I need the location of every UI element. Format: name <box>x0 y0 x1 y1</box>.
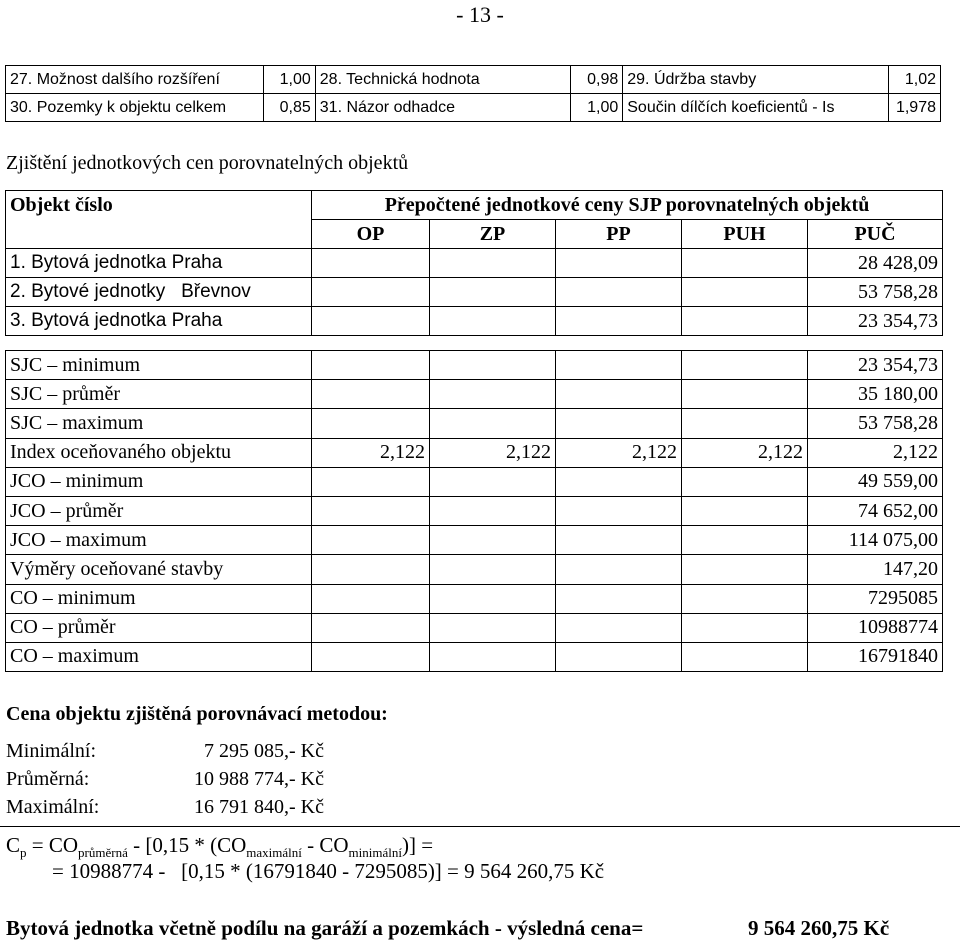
stat-value <box>682 526 808 555</box>
stat-value <box>430 351 556 380</box>
coef-value: 1,00 <box>263 66 315 94</box>
stat-value: 7295085 <box>808 584 943 613</box>
table-row <box>6 467 943 496</box>
formula-c-sub: p <box>20 845 27 861</box>
coef-label: 30. Pozemky k objektu celkem <box>6 94 264 122</box>
column-header-puh: PUH <box>682 220 808 249</box>
coefficients-table <box>5 65 941 122</box>
stat-value: 2,122 <box>556 438 682 467</box>
formula-eq1: = CO <box>26 833 79 857</box>
stat-value <box>682 613 808 642</box>
stat-label: SJC – průměr <box>6 380 312 409</box>
stat-value <box>682 584 808 613</box>
column-header-pp: PP <box>556 220 682 249</box>
formula-part2: - [0,15 * (CO <box>127 833 247 857</box>
stat-value: 16791840 <box>808 642 943 671</box>
stat-value <box>556 613 682 642</box>
stats-body <box>6 351 943 672</box>
coef-label: 28. Technická hodnota <box>315 66 571 94</box>
final-result <box>6 916 890 941</box>
stat-label: JCO – průměr <box>6 496 312 525</box>
formula-section <box>0 826 960 887</box>
table-row <box>6 642 943 671</box>
stat-value <box>556 467 682 496</box>
price-title: Cena objektu zjištěná porovnávací metodou: <box>6 703 388 725</box>
price-op <box>312 278 430 307</box>
comparison-title: Zjištění jednotkových cen porovnatelných objektů <box>6 152 409 174</box>
table-row <box>6 66 941 94</box>
stat-value <box>682 555 808 584</box>
price-op <box>312 307 430 336</box>
price-op <box>312 249 430 278</box>
table-row <box>6 438 943 467</box>
header-empty <box>6 220 312 249</box>
page-number: - 13 - <box>456 2 504 27</box>
price-zp <box>430 307 556 336</box>
stat-value: 10988774 <box>808 613 943 642</box>
stat-value <box>430 409 556 438</box>
header-object: Objekt číslo <box>6 191 312 220</box>
stat-value: 49 559,00 <box>808 467 943 496</box>
price-label: Průměrná: <box>6 768 90 790</box>
column-header-op: OP <box>312 220 430 249</box>
stat-value <box>312 584 430 613</box>
table-header-row <box>6 191 943 220</box>
object-name: 3. Bytová jednotka Praha <box>6 307 312 336</box>
price-value: 16 791 840,- Kč <box>194 796 324 818</box>
price-row-min <box>6 740 324 763</box>
coef-label: 31. Názor odhadce <box>315 94 571 122</box>
price-puh <box>682 249 808 278</box>
stat-value <box>682 351 808 380</box>
stat-value <box>430 584 556 613</box>
table-row <box>6 584 943 613</box>
price-zp <box>430 249 556 278</box>
stat-value <box>682 642 808 671</box>
stats-table <box>5 350 943 672</box>
price-puc: 28 428,09 <box>808 249 943 278</box>
price-pp <box>556 307 682 336</box>
table-row <box>6 351 943 380</box>
comparison-table <box>5 190 943 336</box>
stat-value: 74 652,00 <box>808 496 943 525</box>
stat-value <box>430 526 556 555</box>
price-label: Minimální: <box>6 740 96 762</box>
stat-value: 2,122 <box>682 438 808 467</box>
stat-value <box>556 496 682 525</box>
stat-value <box>556 526 682 555</box>
stat-value <box>556 351 682 380</box>
price-puh <box>682 307 808 336</box>
stat-value <box>312 380 430 409</box>
formula-sub-min: minimální <box>348 845 402 861</box>
price-puh <box>682 278 808 307</box>
stat-value: 2,122 <box>312 438 430 467</box>
formula-line-2: = 10988774 - [0,15 * (16791840 - 7295085)] = 9 564 260,75 Kč <box>52 859 605 883</box>
table-row <box>6 409 943 438</box>
stat-value <box>312 642 430 671</box>
stat-value: 114 075,00 <box>808 526 943 555</box>
table-row <box>6 307 943 336</box>
table-row <box>6 278 943 307</box>
table-row <box>6 496 943 525</box>
stat-value <box>312 496 430 525</box>
object-name: 1. Bytová jednotka Praha <box>6 249 312 278</box>
formula-sub-max: maximální <box>246 845 302 861</box>
price-value: 7 295 085,- Kč <box>194 740 324 762</box>
stat-value <box>312 613 430 642</box>
price-value: 10 988 774,- Kč <box>194 768 324 790</box>
price-puc: 53 758,28 <box>808 278 943 307</box>
stat-value <box>312 409 430 438</box>
coef-value: 0,98 <box>571 66 623 94</box>
stat-value <box>682 467 808 496</box>
formula-sub-avg: průměrná <box>78 845 128 861</box>
stat-value <box>682 380 808 409</box>
stat-value: 2,122 <box>430 438 556 467</box>
stat-value <box>430 613 556 642</box>
formula-part3: - CO <box>301 833 349 857</box>
price-row-avg <box>6 768 324 791</box>
column-header-zp: ZP <box>430 220 556 249</box>
stat-value <box>556 380 682 409</box>
table-row <box>6 555 943 584</box>
coef-value: 0,85 <box>263 94 315 122</box>
stat-label: Index oceňovaného objektu <box>6 438 312 467</box>
stat-value <box>312 351 430 380</box>
stat-value <box>430 467 556 496</box>
table-row <box>6 380 943 409</box>
formula-line-1 <box>6 833 433 861</box>
object-name: 2. Bytové jednotky Břevnov <box>6 278 312 307</box>
stat-value <box>556 584 682 613</box>
stat-value <box>556 642 682 671</box>
price-pp <box>556 278 682 307</box>
result-label: Bytová jednotka včetně podílu na garáží a pozemkách - výsledná cena= <box>6 916 644 940</box>
stat-value <box>682 496 808 525</box>
stat-value <box>556 555 682 584</box>
stat-value <box>430 380 556 409</box>
stat-label: CO – minimum <box>6 584 312 613</box>
stat-label: SJC – maximum <box>6 409 312 438</box>
stat-value <box>312 467 430 496</box>
coef-value: 1,02 <box>888 66 940 94</box>
result-value: 9 564 260,75 Kč <box>748 916 890 940</box>
stat-value <box>312 526 430 555</box>
stat-value: 53 758,28 <box>808 409 943 438</box>
stat-value: 2,122 <box>808 438 943 467</box>
table-row <box>6 526 943 555</box>
stat-value <box>430 642 556 671</box>
stat-value <box>430 496 556 525</box>
stat-label: JCO – minimum <box>6 467 312 496</box>
price-zp <box>430 278 556 307</box>
column-header-puc: PUČ <box>808 220 943 249</box>
formula-part4: )] = <box>401 833 434 857</box>
stat-value <box>556 409 682 438</box>
stat-label: JCO – maximum <box>6 526 312 555</box>
formula-c: C <box>6 833 21 857</box>
table-row <box>6 613 943 642</box>
price-row-max <box>6 796 324 819</box>
coef-value: 1,00 <box>571 94 623 122</box>
price-puc: 23 354,73 <box>808 307 943 336</box>
stat-label: CO – průměr <box>6 613 312 642</box>
table-header-row <box>6 220 943 249</box>
stat-label: Výměry oceňované stavby <box>6 555 312 584</box>
stat-value: 147,20 <box>808 555 943 584</box>
stat-label: SJC – minimum <box>6 351 312 380</box>
table-row <box>6 94 941 122</box>
coef-value: 1,978 <box>888 94 940 122</box>
stat-value <box>430 555 556 584</box>
stat-value: 35 180,00 <box>808 380 943 409</box>
stat-value <box>682 409 808 438</box>
header-prices: Přepočtené jednotkové ceny SJP porovnatelných objektů <box>312 191 943 220</box>
stat-value <box>312 555 430 584</box>
price-pp <box>556 249 682 278</box>
coef-label: Součin dílčích koeficientů - Is <box>623 94 889 122</box>
coef-label: 27. Možnost dalšího rozšíření <box>6 66 264 94</box>
price-label: Maximální: <box>6 796 100 818</box>
coef-label: 29. Údržba stavby <box>623 66 889 94</box>
stat-value: 23 354,73 <box>808 351 943 380</box>
stat-label: CO – maximum <box>6 642 312 671</box>
table-row <box>6 249 943 278</box>
